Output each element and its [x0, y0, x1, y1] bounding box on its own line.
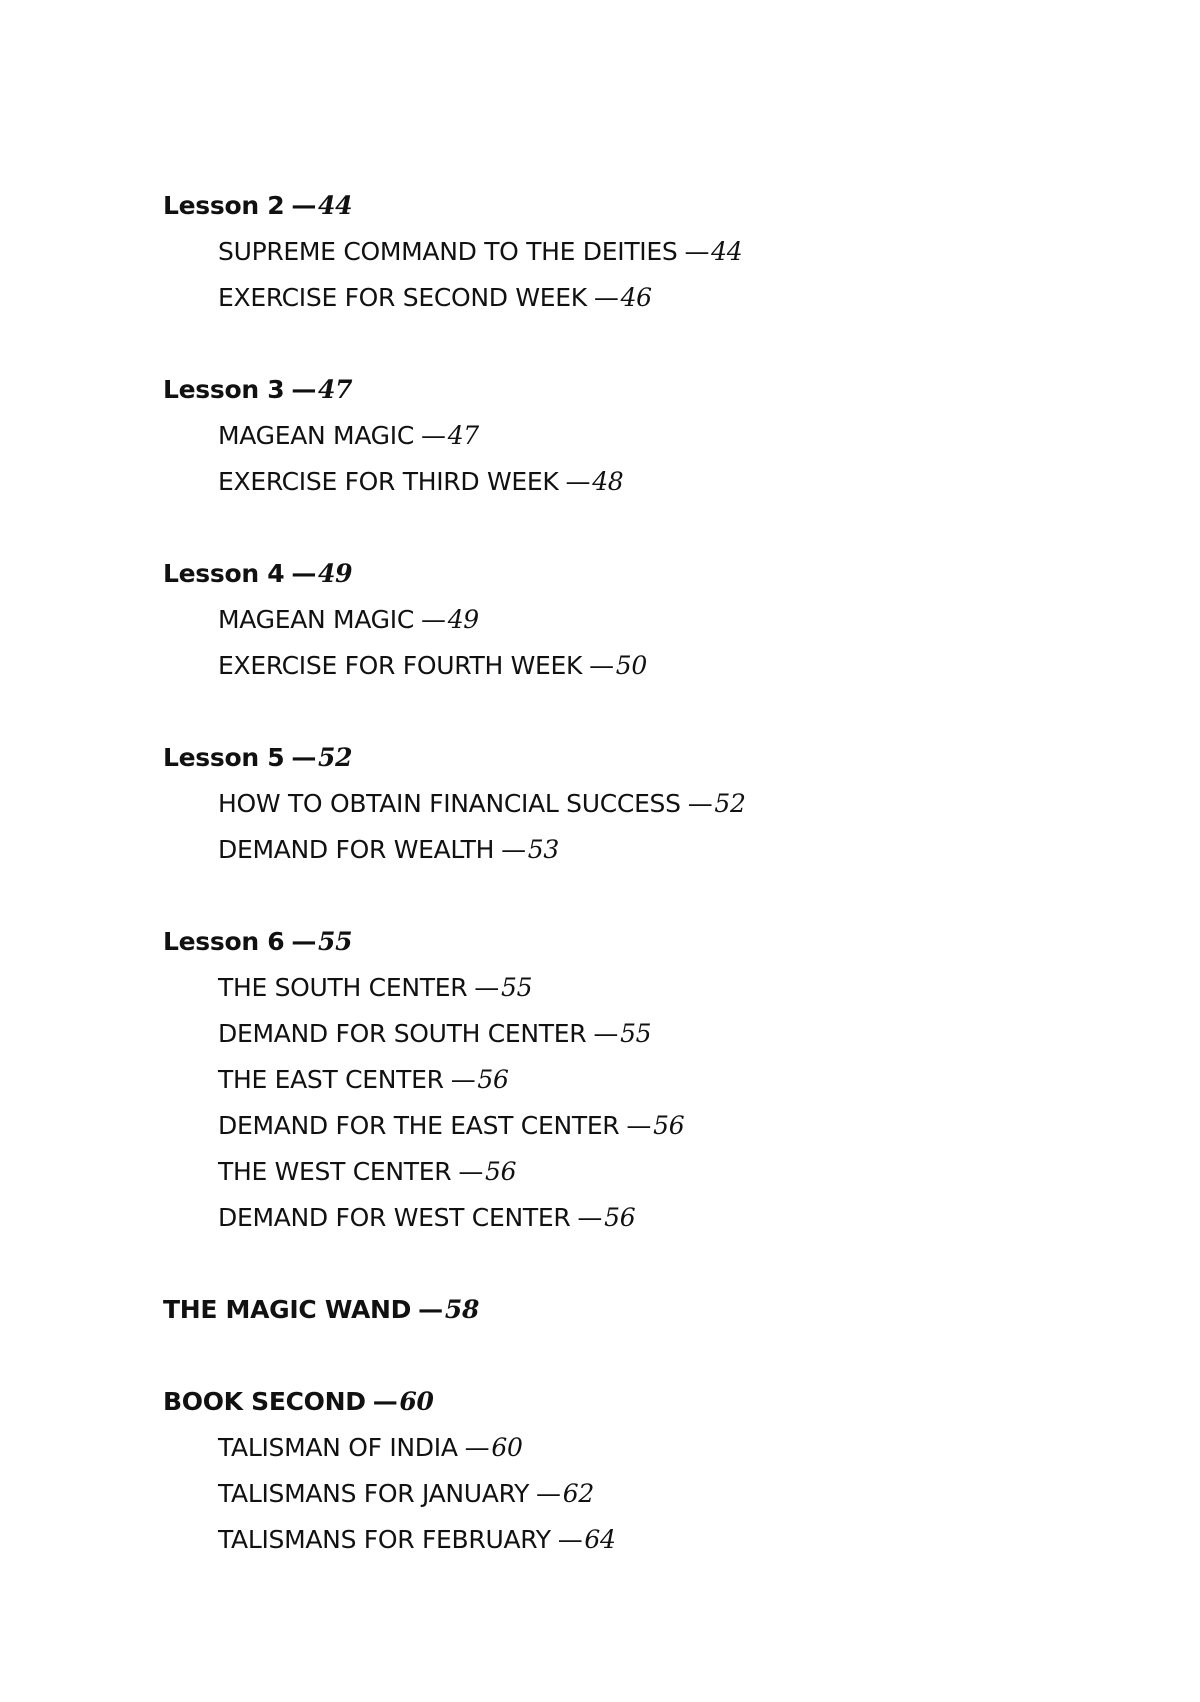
toc-separator: — [291, 743, 317, 772]
toc-entry-title: TALISMANS FOR FEBRUARY [218, 1525, 551, 1554]
toc-page-number: 47 [318, 375, 353, 404]
toc-entry [163, 1149, 1123, 1195]
toc-page-number: 55 [318, 927, 353, 956]
toc-separator: — [421, 605, 446, 634]
toc-page-number: 56 [477, 1065, 509, 1094]
toc-entry [163, 229, 1123, 275]
toc-separator: — [464, 1433, 490, 1462]
toc-entry-title: MAGEAN MAGIC [218, 605, 414, 634]
toc-heading [163, 367, 1123, 413]
toc-heading [163, 551, 1123, 597]
toc-heading-title: Lesson 4 [163, 559, 285, 588]
toc-separator: — [458, 1157, 484, 1186]
toc-entry-title: DEMAND FOR WEALTH [218, 835, 495, 864]
toc-entry [163, 597, 1123, 643]
toc-heading [163, 735, 1123, 781]
toc-section [163, 1287, 1123, 1333]
toc-page-number: 56 [653, 1111, 685, 1140]
toc-page-number: 56 [485, 1157, 517, 1186]
toc-page-number: 47 [447, 421, 479, 450]
toc-separator: — [565, 467, 591, 496]
toc-page-number: 62 [562, 1479, 594, 1508]
toc-separator: — [589, 651, 614, 680]
toc-entry-title: EXERCISE FOR FOURTH WEEK [218, 651, 583, 680]
toc-entry [163, 1471, 1123, 1517]
toc-entry-title: TALISMANS FOR JANUARY [218, 1479, 530, 1508]
toc-entry [163, 1425, 1123, 1471]
toc-separator: — [577, 1203, 603, 1232]
toc-heading [163, 1379, 1123, 1425]
toc-entry-title: THE SOUTH CENTER [218, 973, 468, 1002]
toc-entry [163, 413, 1123, 459]
toc-entry [163, 459, 1123, 505]
toc-entry [163, 1517, 1123, 1563]
toc-section [163, 551, 1123, 689]
toc-page-number: 53 [527, 835, 559, 864]
toc-entry-title: MAGEAN MAGIC [218, 421, 414, 450]
toc-entry [163, 1011, 1123, 1057]
toc-entry [163, 965, 1123, 1011]
toc-separator: — [474, 973, 499, 1002]
toc-section [163, 1379, 1123, 1563]
toc-entry [163, 275, 1123, 321]
toc-entry-title: DEMAND FOR WEST CENTER [218, 1203, 571, 1232]
toc-separator: — [593, 1019, 619, 1048]
toc-entry [163, 1195, 1123, 1241]
toc-page-number: 49 [447, 605, 479, 634]
toc-entry [163, 827, 1123, 873]
toc-separator: — [372, 1387, 398, 1416]
toc-separator: — [418, 1295, 443, 1324]
toc-heading-title: Lesson 2 [163, 191, 285, 220]
toc-page-number: 60 [491, 1433, 523, 1462]
toc-page-number: 44 [711, 237, 743, 266]
toc-separator: — [687, 789, 713, 818]
toc-page-number: 64 [584, 1525, 616, 1554]
toc-section [163, 367, 1123, 505]
toc-entry [163, 643, 1123, 689]
toc-heading-title: Lesson 3 [163, 375, 285, 404]
toc-separator: — [291, 927, 317, 956]
toc-heading-title: THE MAGIC WAND [163, 1295, 412, 1324]
toc-page-number: 49 [318, 559, 353, 588]
toc-heading-title: BOOK SECOND [163, 1387, 366, 1416]
toc-page-number: 55 [620, 1019, 652, 1048]
toc-separator: — [291, 191, 317, 220]
toc-section [163, 735, 1123, 873]
toc-entry [163, 1103, 1123, 1149]
toc-entry-title: EXERCISE FOR THIRD WEEK [218, 467, 559, 496]
toc-section [163, 183, 1123, 321]
toc-page-number: 50 [615, 651, 648, 680]
toc-section [163, 919, 1123, 1241]
toc-entry-title: THE WEST CENTER [218, 1157, 452, 1186]
toc-heading [163, 183, 1123, 229]
toc-page-number: 58 [444, 1295, 480, 1324]
toc-entry-title: THE EAST CENTER [218, 1065, 444, 1094]
toc-separator: — [501, 835, 526, 864]
toc-page-number: 48 [592, 467, 624, 496]
toc-entry [163, 1057, 1123, 1103]
toc-entry-title: DEMAND FOR SOUTH CENTER [218, 1019, 587, 1048]
toc-separator: — [557, 1525, 583, 1554]
toc-separator: — [291, 559, 317, 588]
toc-page-number: 44 [318, 191, 353, 220]
toc-heading-title: Lesson 6 [163, 927, 285, 956]
toc-page-number: 52 [714, 789, 746, 818]
toc-separator: — [450, 1065, 476, 1094]
toc-separator: — [626, 1111, 652, 1140]
toc-separator: — [536, 1479, 561, 1508]
toc-separator: — [291, 375, 317, 404]
toc-heading [163, 1287, 1123, 1333]
toc-page-number: 55 [500, 973, 533, 1002]
toc-page-number: 52 [318, 743, 353, 772]
toc-heading [163, 919, 1123, 965]
toc-heading-title: Lesson 5 [163, 743, 285, 772]
toc-entry-title: HOW TO OBTAIN FINANCIAL SUCCESS [218, 789, 681, 818]
toc-entry-title: DEMAND FOR THE EAST CENTER [218, 1111, 620, 1140]
toc-entry [163, 781, 1123, 827]
toc-entry-title: EXERCISE FOR SECOND WEEK [218, 283, 587, 312]
toc-page-number: 56 [604, 1203, 636, 1232]
toc-separator: — [593, 283, 619, 312]
table-of-contents [163, 183, 1123, 1609]
toc-page-number: 60 [399, 1387, 434, 1416]
toc-entry-title: TALISMAN OF INDIA [218, 1433, 458, 1462]
toc-separator: — [684, 237, 710, 266]
toc-separator: — [421, 421, 446, 450]
toc-entry-title: SUPREME COMMAND TO THE DEITIES [218, 237, 678, 266]
toc-page-number: 46 [620, 283, 652, 312]
